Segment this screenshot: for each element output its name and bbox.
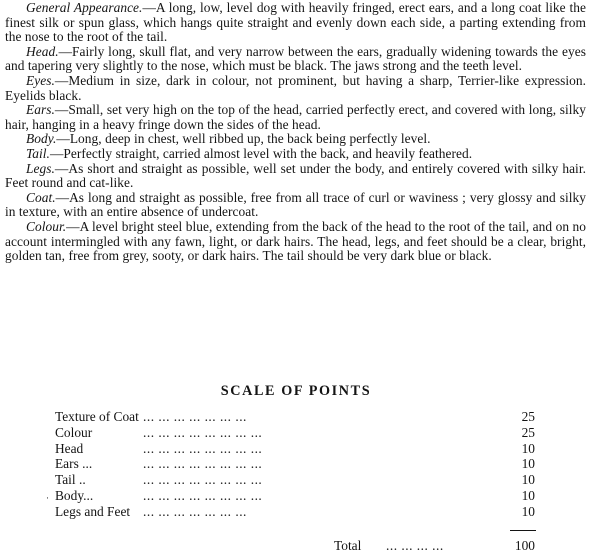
scale-row-texture-of-coat — [55, 409, 535, 425]
scale-label: Head — [55, 440, 84, 456]
paragraph-text: —Fairly long, skull flat, and very narrow between the ears, gradually widening towards the eyes and tapering very slightly to the nose, which must be black. The jaws strong and the teeth level. — [5, 43, 586, 74]
scale-points: 10 — [521, 456, 535, 472]
paragraph-tail — [5, 147, 586, 162]
paragraph-heading: Head. — [26, 43, 59, 59]
scale-row-colour — [55, 425, 535, 441]
dot-leader: ... ... ... ... ... ... ... ... — [143, 440, 263, 456]
scale-row-body — [55, 488, 535, 504]
dot-leader: ... ... ... ... ... ... ... ... — [143, 472, 263, 488]
paragraph-eyes — [5, 74, 586, 103]
paragraph-text: —As long and straight as possible, free from all trace of curl or waviness ; very glossy and silky in texture, with an entire absence of undercoat. — [5, 189, 586, 220]
scale-points: 25 — [521, 424, 535, 440]
paragraph-heading: Colour. — [26, 218, 67, 234]
scale-points: 25 — [521, 409, 535, 424]
paragraph-heading: Ears. — [26, 102, 55, 118]
scale-label: Legs and Feet — [55, 503, 131, 519]
scale-label: Body... — [55, 487, 94, 503]
paragraph-heading: Body. — [26, 131, 57, 147]
paragraph-text: —A long, low, level dog with heavily fringed, erect ears, and a long coat like the finest silk or spun glass, which hangs quite straight and evenly down each side, a parting extending from the nose to the root of the tail. — [5, 0, 587, 45]
paragraph-text: —As short and straight as possible, well set under the body, and entirely covered with silky hair. Feet round and cat-like. — [5, 160, 586, 191]
scale-points: 10 — [521, 487, 535, 503]
dot-leader: ... ... ... ... ... ... ... — [143, 503, 247, 519]
scale-points: 10 — [521, 503, 535, 519]
paragraph-legs — [5, 162, 586, 191]
dot-leader: ... ... ... ... — [386, 538, 444, 553]
scale-label: Tail .. — [55, 472, 86, 488]
scale-row-ears — [55, 456, 535, 472]
paragraph-ears — [5, 103, 586, 132]
scale-of-points-table — [55, 409, 535, 520]
paragraph-coat — [5, 191, 586, 220]
scale-label: Colour — [55, 424, 93, 440]
paragraph-heading: Coat. — [26, 189, 56, 205]
paragraph-heading: Legs. — [26, 160, 55, 176]
paragraph-colour — [5, 220, 586, 264]
scale-of-points-title: SCALE OF POINTS — [220, 383, 372, 399]
stray-print-mark: · — [46, 493, 49, 503]
paragraph-head — [5, 45, 586, 74]
paragraph-heading: General Appearance. — [26, 0, 143, 15]
dot-leader: ... ... ... ... ... ... ... ... — [143, 456, 263, 472]
total-points: 100 — [514, 538, 535, 553]
paragraph-text: —Perfectly straight, carried almost level with the back, and heavily feathered. — [49, 145, 473, 161]
paragraph-text: —Small, set very high on the top of the head, carried perfectly erect, and covered with long, silky hair, hanging in a heavy fringe down the sides of the head. — [5, 102, 586, 132]
total-label: Total — [334, 538, 362, 553]
paragraph-body — [5, 132, 586, 147]
dot-leader: ... ... ... ... ... ... ... ... — [143, 487, 263, 503]
dot-leader: ... ... ... ... ... ... ... ... — [143, 424, 263, 440]
scale-row-tail — [55, 472, 535, 488]
scale-label: Texture of Coat — [55, 409, 139, 424]
paragraph-text: —A level bright steel blue, extending from the back of the head to the root of the tail, and on no account intermingled with any fawn, light, or dark hairs. The head, legs, and feet should be a clear, bright, golden tan, free from grey, sooty, or dark hairs. The tail should be very dark blue or black. — [5, 218, 586, 264]
scale-points: 10 — [521, 472, 535, 488]
paragraph-heading: Eyes. — [26, 72, 55, 88]
paragraph-text: —Long, deep in chest, well ribbed up, the back being perfectly level. — [56, 131, 431, 147]
dot-leader: ... ... ... ... ... ... ... — [143, 409, 247, 424]
scale-row-head — [55, 441, 535, 457]
standard-description — [5, 1, 586, 264]
scale-points: 10 — [521, 440, 535, 456]
scale-total-row — [334, 538, 535, 554]
total-rule — [510, 530, 536, 531]
scale-row-legs-and-feet — [55, 504, 535, 520]
scale-label: Ears ... — [55, 456, 93, 472]
paragraph-general-appearance — [5, 1, 586, 45]
paragraph-heading: Tail. — [26, 145, 50, 161]
paragraph-text: —Medium in size, dark in colour, not prominent, but having a sharp, Terrier-like expression. Eyelids black. — [5, 72, 586, 103]
